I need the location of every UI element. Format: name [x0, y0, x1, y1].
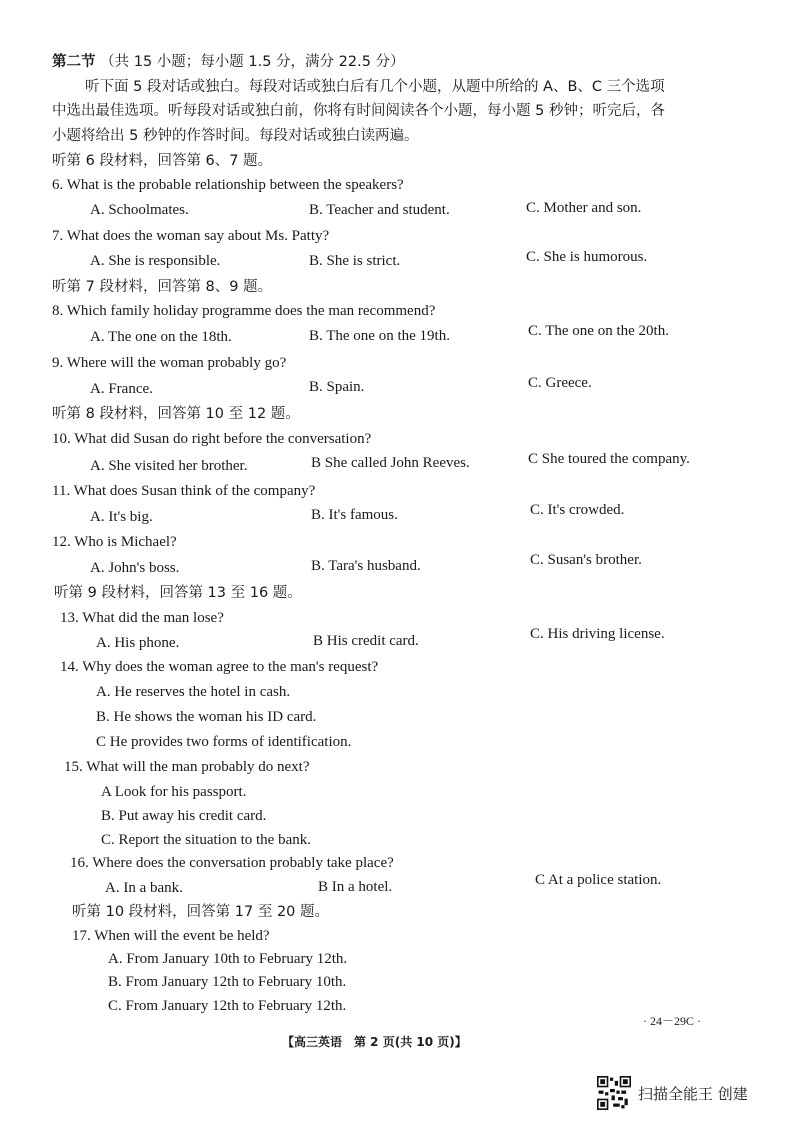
q15-option-b: B. Put away his credit card.	[101, 808, 267, 824]
q9-option-a: A. France.	[90, 381, 153, 397]
q7-option-a: A. She is responsible.	[90, 253, 221, 269]
q11-option-b: B. It's famous.	[311, 507, 398, 523]
q8-option-a: A. The one on the 18th.	[90, 329, 232, 345]
q6-option-c: C. Mother and son.	[526, 200, 642, 216]
q15-option-c: C. Report the situation to the bank.	[101, 832, 311, 848]
material-heading-8: 听第 8 段材料，回答第 10 至 12 题。	[52, 406, 300, 422]
q7-option-b: B. She is strict.	[309, 253, 401, 269]
scanner-watermark: 扫描全能王 创建	[638, 1085, 748, 1103]
q16-option-a: A. In a bank.	[105, 880, 183, 896]
q14-option-a: A. He reserves the hotel in cash.	[96, 684, 291, 700]
q11-option-a: A. It's big.	[90, 509, 153, 525]
q16-option-c: C At a police station.	[535, 872, 662, 888]
q17-option-a: A. From January 10th to February 12th.	[108, 951, 348, 967]
material-heading-9: 听第 9 段材料，回答第 13 至 16 题。	[54, 585, 302, 601]
question-stem-10: 10. What did Susan do right before the conversation?	[52, 431, 372, 447]
q11-option-c: C. It's crowded.	[530, 502, 625, 518]
q10-option-a: A. She visited her brother.	[90, 458, 248, 474]
instruction-line-1: 听下面 5 段对话或独白。每段对话或独白后有几个小题，从题中所给的 A、B、C 三个选项	[85, 79, 665, 95]
material-heading-7: 听第 7 段材料，回答第 8、9 题。	[52, 279, 273, 295]
page-number-label: 【高三英语 第 2 页(共 10 页)】	[282, 1035, 467, 1049]
section-title: 第二节	[52, 54, 96, 70]
q14-option-b: B. He shows the woman his ID card.	[96, 709, 317, 725]
question-stem-11: 11. What does Susan think of the company?	[52, 483, 316, 499]
question-stem-12: 12. Who is Michael?	[52, 534, 177, 550]
q7-option-c: C. She is humorous.	[526, 249, 648, 265]
q17-option-b: B. From January 12th to February 10th.	[108, 974, 347, 990]
question-stem-16: 16. Where does the conversation probably take place?	[70, 855, 394, 871]
instruction-line-2: 中选出最佳选项。听每段对话或独白前，你将有时间阅读各个小题，每小题 5 秒钟；听完后，各	[52, 103, 665, 119]
material-heading-6: 听第 6 段材料，回答第 6、7 题。	[52, 153, 273, 169]
q6-option-a: A. Schoolmates.	[90, 202, 189, 218]
q10-option-c: C She toured the company.	[528, 451, 690, 467]
question-stem-6: 6. What is the probable relationship between the speakers?	[52, 177, 404, 193]
q16-option-b: B In a hotel.	[318, 879, 393, 895]
q12-option-a: A. John's boss.	[90, 560, 180, 576]
qr-code-icon	[597, 1076, 631, 1110]
q8-option-b: B. The one on the 19th.	[309, 328, 450, 344]
section-header	[52, 53, 405, 71]
q14-option-c: C He provides two forms of identification.	[96, 734, 352, 750]
q13-option-b: B His credit card.	[313, 633, 419, 649]
exam-code: · 24－29C ·	[643, 1014, 701, 1028]
q15-option-a: A Look for his passport.	[101, 784, 247, 800]
instruction-line-3: 小题将给出 5 秒钟的作答时间。每段对话或独白读两遍。	[52, 128, 419, 144]
q12-option-c: C. Susan's brother.	[530, 552, 642, 568]
q9-option-b: B. Spain.	[309, 379, 365, 395]
question-stem-13: 13. What did the man lose?	[60, 610, 224, 626]
question-stem-8: 8. Which family holiday programme does the man recommend?	[52, 303, 436, 319]
question-stem-15: 15. What will the man probably do next?	[64, 759, 310, 775]
q10-option-b: B She called John Reeves.	[311, 455, 470, 471]
q13-option-c: C. His driving license.	[530, 626, 665, 642]
q12-option-b: B. Tara's husband.	[311, 558, 421, 574]
q17-option-c: C. From January 12th to February 12th.	[108, 998, 347, 1014]
material-heading-10: 听第 10 段材料，回答第 17 至 20 题。	[72, 904, 330, 920]
q9-option-c: C. Greece.	[528, 375, 592, 391]
question-stem-17: 17. When will the event be held?	[72, 928, 270, 944]
question-stem-7: 7. What does the woman say about Ms. Patty?	[52, 228, 330, 244]
question-stem-9: 9. Where will the woman probably go?	[52, 355, 287, 371]
q8-option-c: C. The one on the 20th.	[528, 323, 669, 339]
q6-option-b: B. Teacher and student.	[309, 202, 450, 218]
question-stem-14: 14. Why does the woman agree to the man's request?	[60, 659, 379, 675]
section-scoring: （共 15 小题；每小题 1.5 分，满分 22.5 分）	[100, 54, 405, 70]
q13-option-a: A. His phone.	[96, 635, 180, 651]
